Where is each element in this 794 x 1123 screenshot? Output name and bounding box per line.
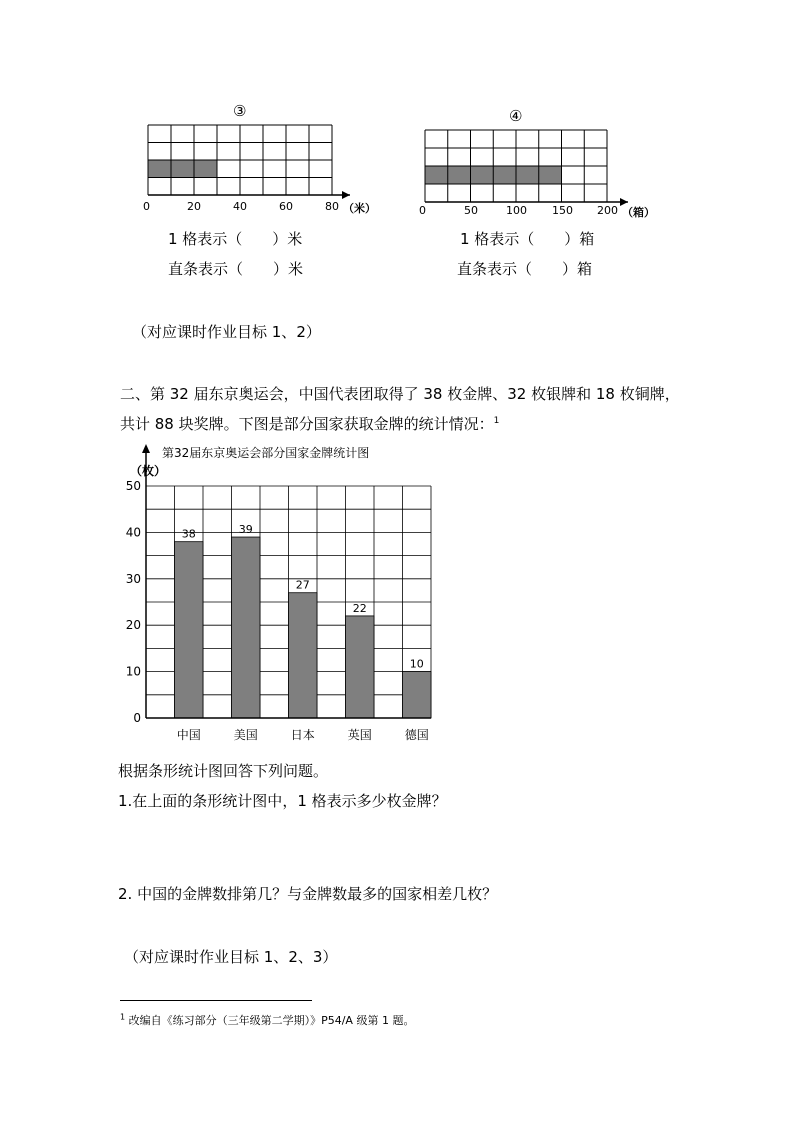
footnote-ref: 1 <box>493 416 500 426</box>
fig4-tick-100: 100 <box>506 204 527 217</box>
chart-x-tick-4: 德国 <box>404 728 429 742</box>
chart-value-label-2: 27 <box>295 578 310 592</box>
fig3-tick-60: 60 <box>279 200 293 213</box>
chart-bar-1 <box>232 537 261 718</box>
footnote-mark: 1 <box>120 1012 126 1022</box>
figure-3-label: ③ <box>233 102 247 120</box>
chart-bar-4 <box>403 672 432 718</box>
chart-y-tick-0: 0 <box>133 711 141 725</box>
chart-value-label-1: 39 <box>238 523 253 537</box>
chart-y-tick-1: 10 <box>125 664 141 679</box>
footnote <box>120 1012 414 1028</box>
figure-4-label: ④ <box>509 107 523 125</box>
chart-value-label-3: 22 <box>352 601 367 615</box>
fig4-tick-200: 200 <box>597 204 618 217</box>
chart-y-tick-3: 30 <box>125 571 141 586</box>
fig3-tick-20: 20 <box>187 200 201 213</box>
fig4-unit: （箱） <box>622 206 655 219</box>
fig3-bar <box>148 160 217 178</box>
chart-title: 第32届东京奥运会部分国家金牌统计图 <box>162 446 370 460</box>
footnote-text: 改编自《练习部分（三年级第二学期）》P54/A 级第 1 题。 <box>128 1014 415 1027</box>
chart-x-tick-0: 中国 <box>176 728 201 742</box>
chart-y-tick-2: 20 <box>125 618 141 633</box>
fig3-axis-arrow <box>342 191 350 199</box>
fig4-question-2: 直条表示（ ）箱 <box>457 260 593 278</box>
chart-y-axis-label: （枚） <box>130 464 167 478</box>
chart-value-label-4: 10 <box>409 657 424 671</box>
chart-x-tick-3: 英国 <box>347 728 372 742</box>
fig4-question-1: 1 格表示（ ）箱 <box>460 230 595 248</box>
chart-y-tick-5: 50 <box>125 479 141 493</box>
footnote-divider <box>120 1000 312 1001</box>
fig3-tick-0: 0 <box>143 200 150 213</box>
fig4-tick-150: 150 <box>552 204 573 217</box>
chart-bar-3 <box>346 616 375 718</box>
chart-x-tick-2: 日本 <box>290 728 315 742</box>
fig3-unit: （米） <box>343 202 376 215</box>
question-1: 1.在上面的条形统计图中，1 格表示多少枚金牌？ <box>118 792 447 810</box>
chart-bar-0 <box>175 542 204 718</box>
fig3-tick-40: 40 <box>233 200 247 213</box>
chart-y-tick-4: 40 <box>125 525 141 540</box>
question-2: 2. 中国的金牌数排第几？与金牌数最多的国家相差几枚？ <box>118 885 498 903</box>
figure-3-grid <box>0 0 794 230</box>
fig3-question-2: 直条表示（ ）米 <box>168 260 304 278</box>
section-2-line-2: 共计 88 块奖牌。下图是部分国家获取金牌的统计情况：$^1$ <box>120 415 500 433</box>
chart-bar-2 <box>289 593 318 718</box>
fig3-tick-80: 80 <box>325 200 339 213</box>
fig4-tick-50: 50 <box>464 204 478 217</box>
chart-y-axis-arrow <box>142 444 150 453</box>
chart-x-tick-1: 美国 <box>233 728 258 742</box>
target-note-2: （对应课时作业目标 1、2、3） <box>124 948 338 966</box>
section-2-line-1: 二、第 32 届东京奥运会，中国代表团取得了 38 枚金牌、32 枚银牌和 18 枚铜牌， <box>120 385 680 403</box>
fig4-tick-0: 0 <box>419 204 426 217</box>
gold-medal-chart <box>110 440 450 750</box>
fig3-question-1: 1 格表示（ ）米 <box>168 230 303 248</box>
questions-intro: 根据条形统计图回答下列问题。 <box>118 762 329 780</box>
chart-value-label-0: 38 <box>181 527 196 541</box>
target-note-1: （对应课时作业目标 1、2） <box>132 323 321 341</box>
